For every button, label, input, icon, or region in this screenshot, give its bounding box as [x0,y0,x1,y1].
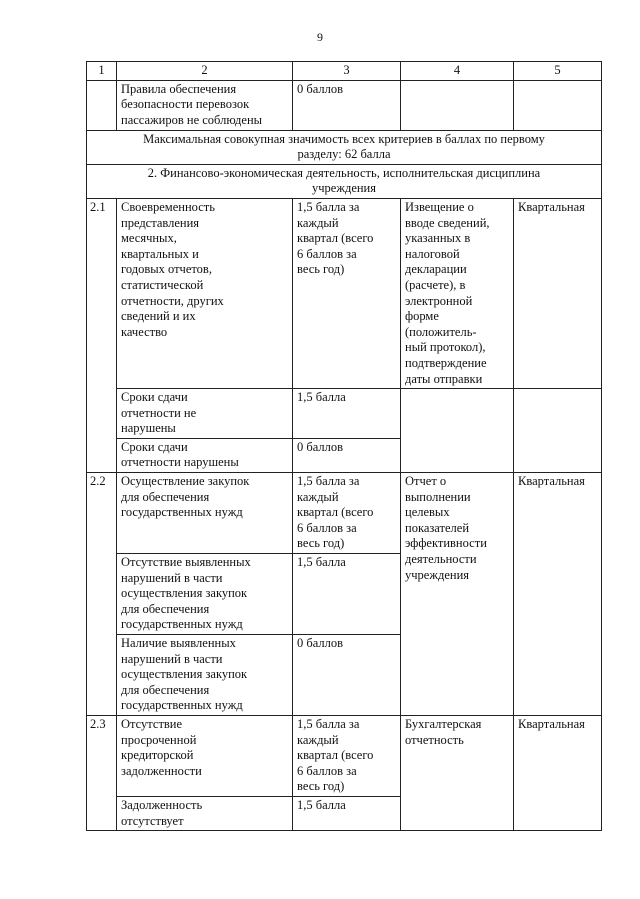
score-cell: 0 баллов [293,635,401,716]
score-cell: 1,5 балла [293,389,401,439]
score-cell: 1,5 балла за каждый квартал (всего 6 баллов за весь год) [293,198,401,388]
header-col-3: 3 [293,62,401,81]
table-row [87,80,602,130]
row-number: 2.1 [87,198,117,472]
period-cell: Квартальная [514,715,602,830]
score-cell: 1,5 балла [293,796,401,830]
criterion-cell: Своевременность представления месячных, квартальных и годовых отчетов, статистической отчетности, других сведений и их качество [117,198,293,388]
criterion-cell: Сроки сдачи отчетности не нарушены [117,389,293,439]
table-row [87,198,602,388]
source-cell: Бухгалтерская отчетность [401,715,514,830]
source-cell: Извещение о вводе сведений, указанных в налоговой декларации (расчете), в электронной форме (положитель- ный протокол), подтверждение даты отправки [401,198,514,388]
criterion-cell: Осуществление закупок для обеспечения государственных нужд [117,473,293,554]
score-cell: 0 баллов [293,438,401,472]
row-number: 2.2 [87,473,117,716]
header-col-4: 4 [401,62,514,81]
header-col-5: 5 [514,62,602,81]
section-total-row [87,130,602,164]
period-cell: Квартальная [514,473,602,716]
header-col-2: 2 [117,62,293,81]
source-cell: Отчет о выполнении целевых показателей эффективности деятельности учреждения [401,473,514,716]
criteria-table [86,61,602,831]
criterion-cell: Сроки сдачи отчетности нарушены [117,438,293,472]
period-cell: Квартальная [514,198,602,388]
criterion-cell: Правила обеспечения безопасности перевозок пассажиров не соблюдены [117,80,293,130]
criterion-cell: Задолженность отсутствует [117,796,293,830]
score-cell: 0 баллов [293,80,401,130]
score-cell: 1,5 балла за каждый квартал (всего 6 баллов за весь год) [293,715,401,796]
criterion-cell: Отсутствие выявленных нарушений в части осуществления закупок для обеспечения государственных нужд [117,554,293,635]
page-number: 9 [317,30,323,44]
row-number: 2.3 [87,715,117,830]
table-row [87,389,602,439]
score-cell: 1,5 балла [293,554,401,635]
table-header-row [87,62,602,81]
score-cell: 1,5 балла за каждый квартал (всего 6 баллов за весь год) [293,473,401,554]
table-row [87,473,602,554]
header-col-1: 1 [87,62,117,81]
section-title-row [87,164,602,198]
criterion-cell: Отсутствие просроченной кредиторской задолженности [117,715,293,796]
section-title: 2. Финансово-экономическая деятельность, исполнительская дисциплина учреждения [87,164,602,198]
criterion-cell: Наличие выявленных нарушений в части осуществления закупок для обеспечения государственных нужд [117,635,293,716]
table-row [87,715,602,796]
section-total: Максимальная совокупная значимость всех критериев в баллах по первому разделу: 62 балла [87,130,602,164]
